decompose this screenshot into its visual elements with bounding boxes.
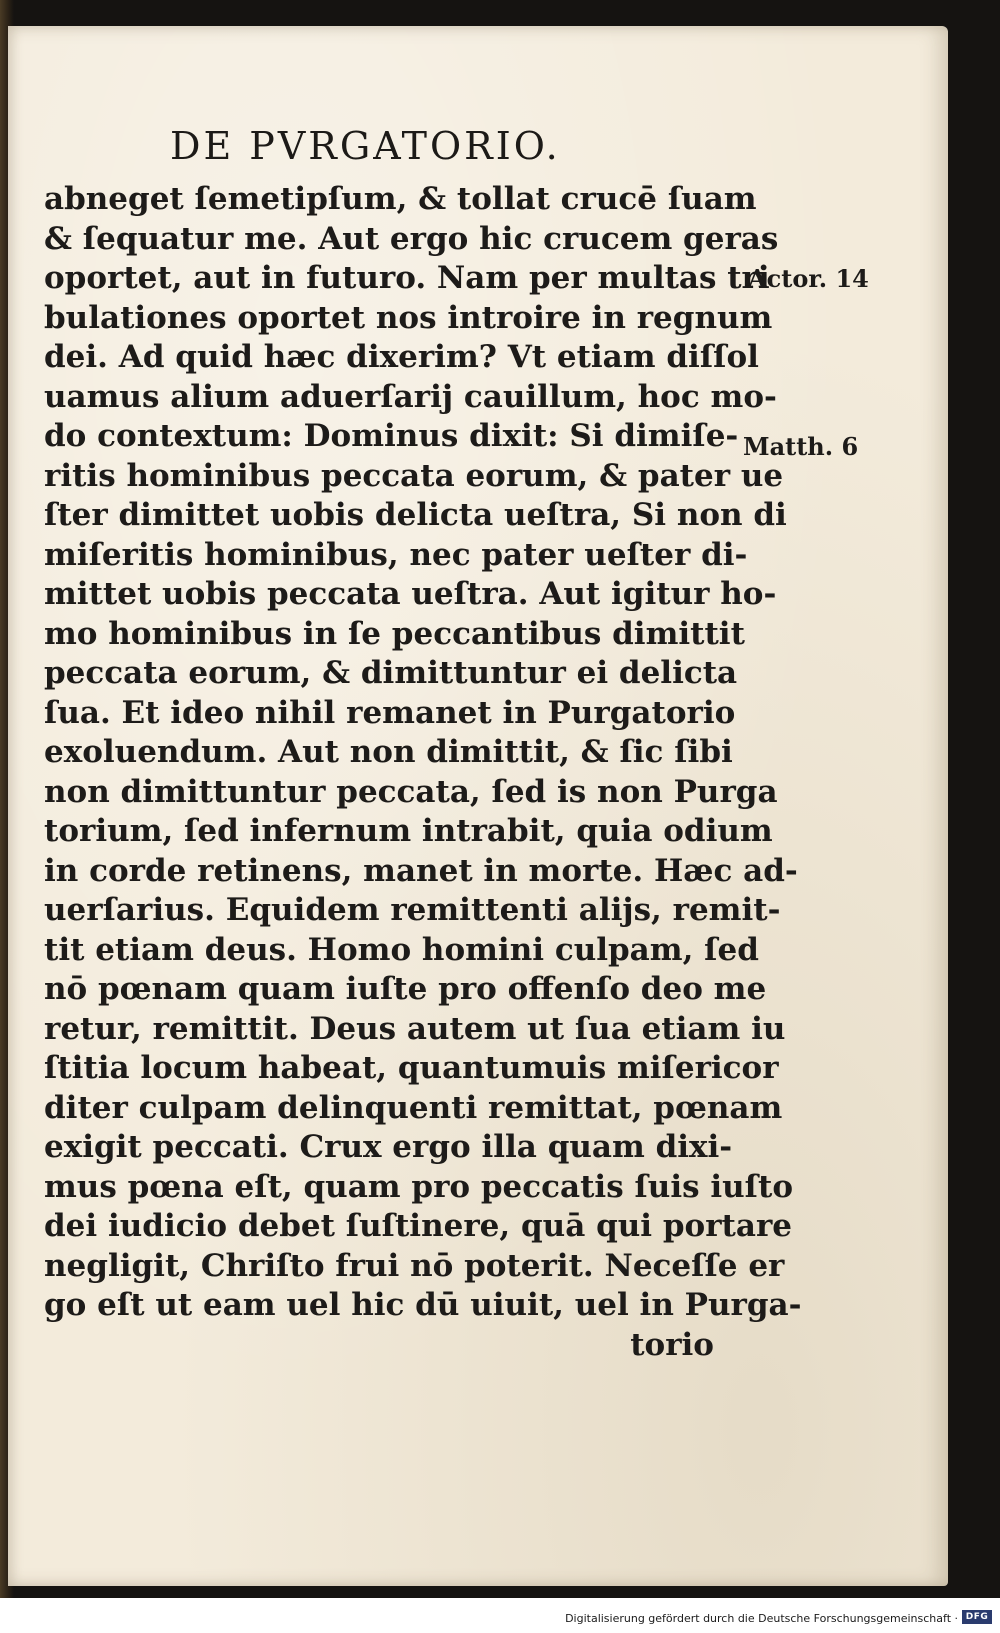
text-line: peccata eorum, & dimittuntur ei delicta (44, 655, 738, 691)
text-line: oportet, aut in futuro. Nam per multas tri (44, 260, 770, 296)
text-line: abneget ſemetipſum, & tollat crucē ſuam (44, 181, 757, 217)
digitization-footer (0, 1598, 1000, 1633)
text-line: do contextum: Dominus dixit: Si dimiſe- (44, 418, 739, 454)
dfg-logo-icon: DFG (962, 1610, 992, 1624)
funding-credit: Digitalisierung gefördert durch die Deutsche Forschungsgemeinschaft · (565, 1612, 958, 1625)
text-line: dei. Ad quid hæc dixerim? Vt etiam diſſol (44, 339, 759, 375)
text-line: uamus alium aduerſarij cauillum, hoc mo- (44, 378, 777, 415)
text-line: ritis hominibus peccata eorum, & pater ue (44, 457, 784, 494)
text-line: nō pœnam quam iuſte pro offenſo deo me (44, 971, 767, 1007)
text-line: negligit, Chriſto frui nō poterit. Neceſſe er (44, 1247, 785, 1284)
text-line: non dimittuntur peccata, ſed is non Purga (44, 773, 778, 810)
marginal-note-actor: Actor. 14 (748, 264, 869, 293)
text-line: mittet uobis peccata ueſtra. Aut igitur ho- (44, 576, 777, 612)
text-line: dei iudicio debet ſuſtinere, quā qui portare (44, 1208, 792, 1244)
text-line: mus pœna eſt, quam pro peccatis ſuis iuſto (44, 1168, 793, 1205)
text-line: exoluendum. Aut non dimittit, & ſic ſibi (44, 734, 733, 770)
running-head: DE PVRGATORIO. (170, 124, 561, 168)
text-line: & ſequatur me. Aut ergo hic crucem geras (44, 220, 779, 257)
text-line: ſua. Et ideo nihil remanet in Purgatorio (44, 694, 736, 731)
text-line: mo hominibus in ſe peccantibus dimittit (44, 615, 745, 652)
marginal-note-matth: Matth. 6 (743, 432, 859, 461)
text-line: tit etiam deus. Homo homini culpam, ſed (44, 931, 759, 968)
text-line: miſeritis hominibus, nec pater ueſter di- (44, 536, 748, 573)
catchword: torio (630, 1326, 714, 1363)
text-line: retur, remittit. Deus autem ut ſua etiam iu (44, 1010, 786, 1047)
text-line: exigit peccati. Crux ergo illa quam dixi- (44, 1129, 733, 1165)
text-line: torium, ſed infernum intrabit, quia odium (44, 813, 773, 849)
text-line: go eſt ut eam uel hic dū uiuit, uel in Purga- (44, 1287, 802, 1323)
text-line: uerſarius. Equidem remittenti alijs, remit- (44, 892, 781, 928)
text-line: ſter dimittet uobis delicta ueſtra, Si non di (44, 497, 787, 533)
book-page (8, 26, 948, 1586)
text-line: in corde retinens, manet in morte. Hæc ad- (44, 852, 798, 889)
text-line: diter culpam delinquenti remittat, pœnam (44, 1089, 783, 1126)
text-line: bulationes oportet nos introire in regnum (44, 299, 773, 336)
text-line: ſtitia locum habeat, quantumuis miſericor (44, 1050, 779, 1086)
